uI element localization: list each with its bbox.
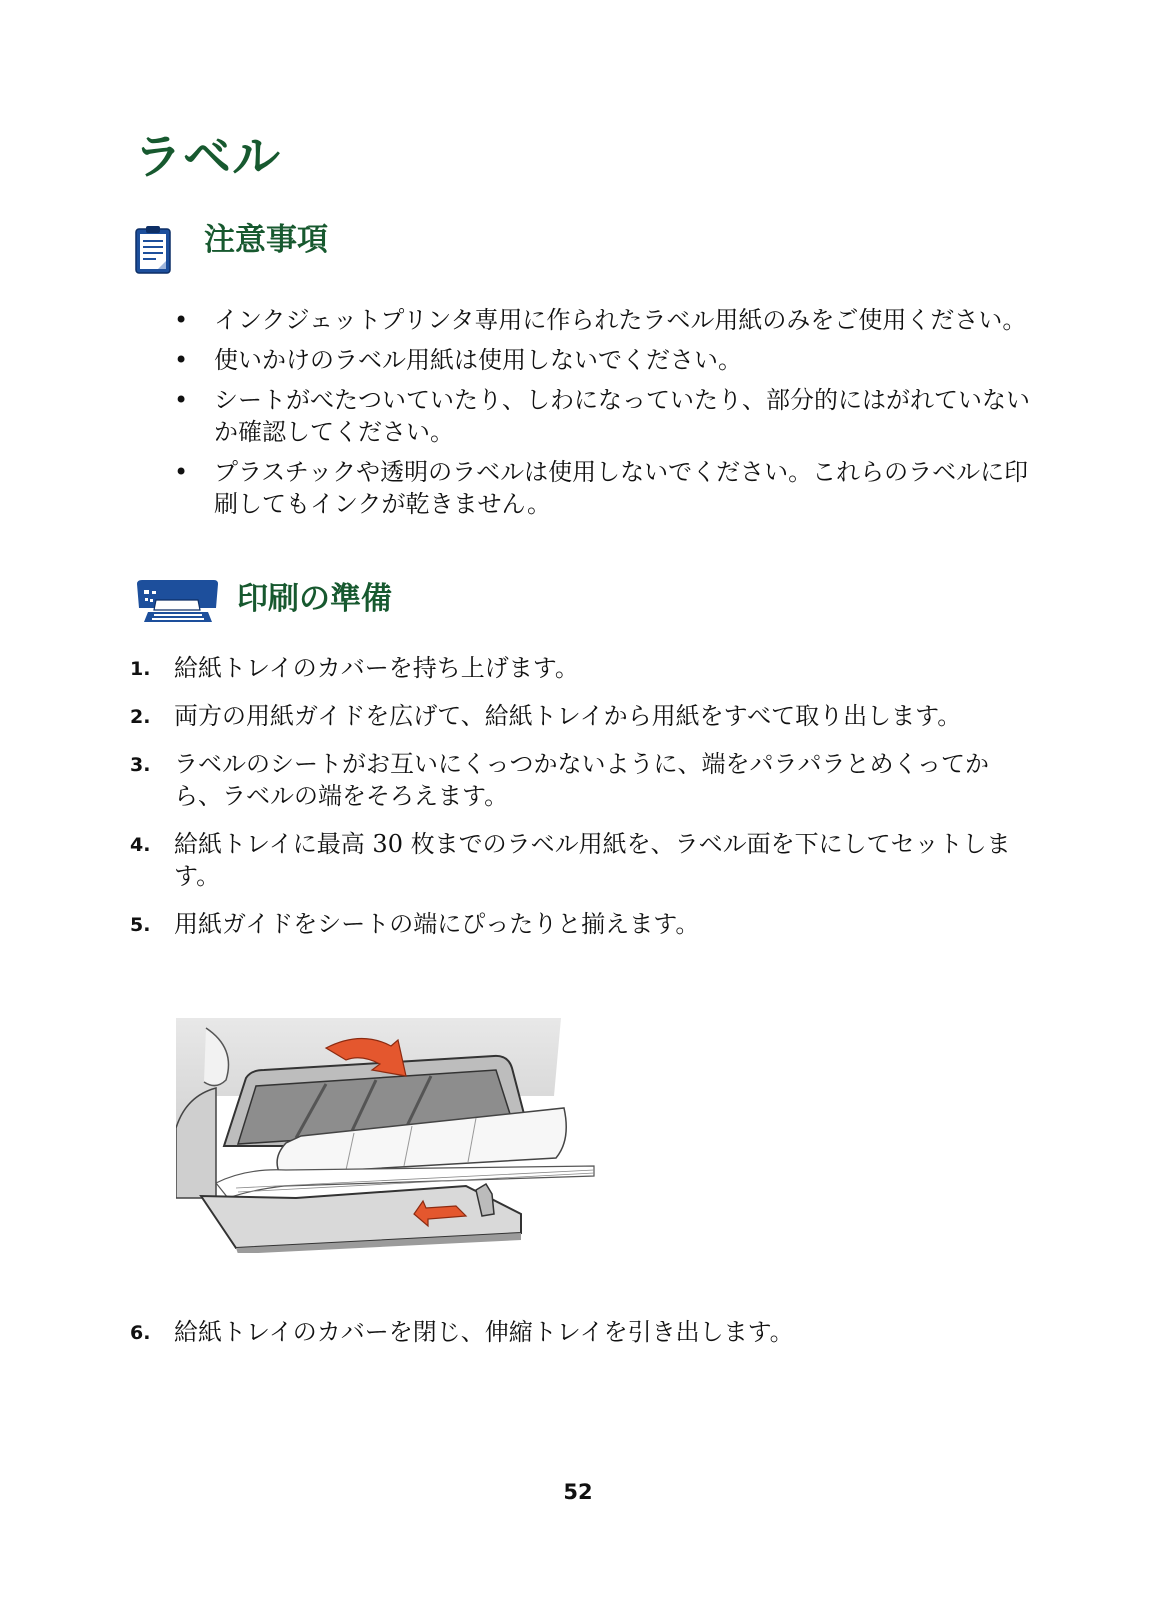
page-title: ラベル <box>134 129 282 185</box>
steps-list <box>130 652 1030 956</box>
final-step-list <box>130 1316 1030 1364</box>
step-item: 5. 用紙ガイドをシートの端にぴったりと揃えます。 <box>130 910 700 938</box>
step-item: 6. 給紙トレイのカバーを閉じ、伸縮トレイを引き出します。 <box>130 1318 794 1346</box>
step-item: 1. 給紙トレイのカバーを持ち上げます。 <box>130 654 579 682</box>
step-item: 2. 両方の用紙ガイドを広げて、給紙トレイから用紙をすべて取り出します。 <box>130 702 962 730</box>
printer-tray-illustration <box>176 1018 606 1253</box>
list-item: • 使いかけのラベル用紙は使用しないでください。 <box>174 346 742 374</box>
guidelines-list <box>172 304 1032 528</box>
step-item: 3. ラベルのシートがお互いにくっつかないように、端をパラパラとめくってから、ラベルの端をそろえます。 <box>130 750 990 810</box>
printer-icon <box>134 578 220 624</box>
list-item: • インクジェットプリンタ専用に作られたラベル用紙のみをご使用ください。 <box>174 306 1027 334</box>
section-heading-preparing: 印刷の準備 <box>237 581 392 617</box>
list-item: • シートがべたついていたり、しわになっていたり、部分的にはがれていないか確認してください。 <box>174 386 1030 446</box>
clipboard-icon <box>134 224 174 276</box>
section-heading-guidelines: 注意事項 <box>204 222 328 258</box>
page-number: 52 <box>563 1480 593 1504</box>
step-item: 4. 給紙トレイに最高 30 枚までのラベル用紙を、ラベル面を下にしてセットします。 <box>130 830 1011 890</box>
list-item: • プラスチックや透明のラベルは使用しないでください。これらのラベルに印刷してもインクが乾きません。 <box>174 458 1029 518</box>
